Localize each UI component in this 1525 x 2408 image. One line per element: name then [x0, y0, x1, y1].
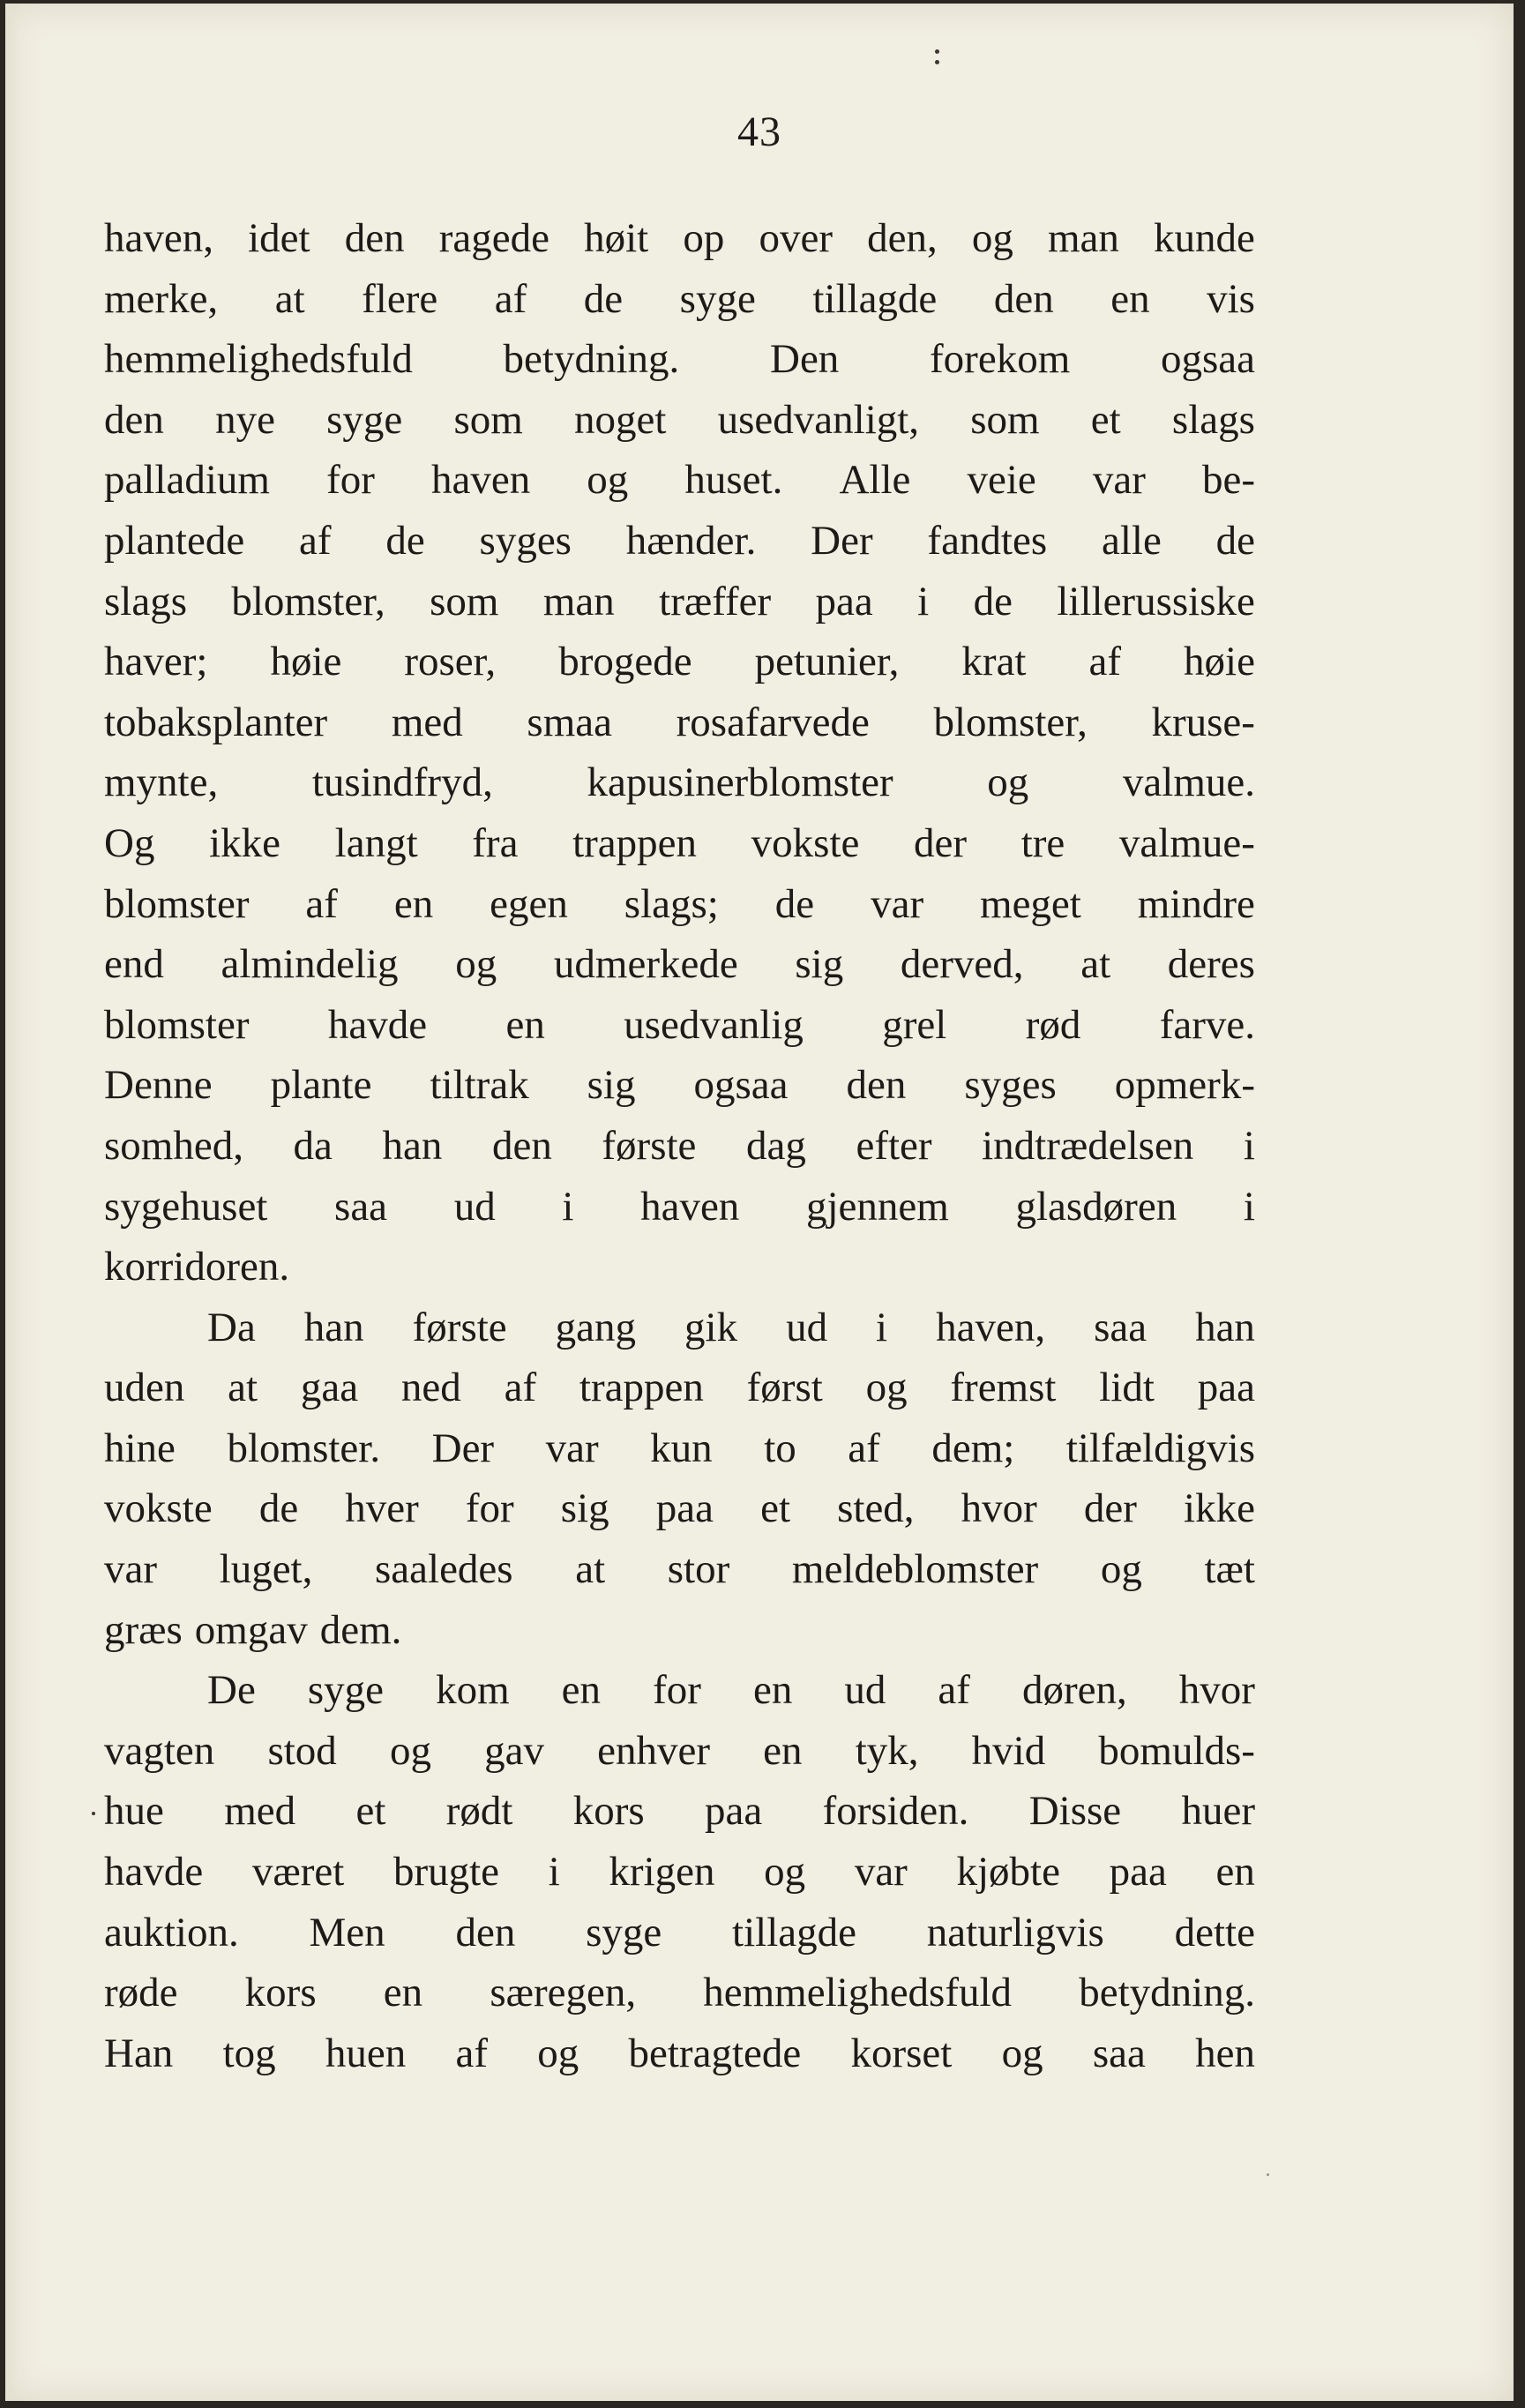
word: Den [770, 336, 840, 383]
word: haver; [104, 639, 208, 685]
word: blomster [104, 880, 250, 927]
text-line [104, 1721, 1255, 1782]
word: Og [104, 819, 155, 866]
word: blomster, [231, 578, 385, 624]
word: sig [560, 1485, 609, 1532]
word: farve. [1159, 1001, 1255, 1048]
word: trappen [579, 1365, 704, 1411]
word: meldeblomster [791, 1546, 1039, 1593]
word: hvid [971, 1727, 1046, 1774]
word: tobaksplanter [104, 699, 328, 745]
word: omgav [194, 1606, 308, 1653]
word: brogede [558, 639, 692, 685]
word: vagten [104, 1727, 215, 1774]
word: sygehuset [104, 1183, 268, 1230]
word: og [389, 1727, 431, 1774]
word: man [1047, 215, 1119, 261]
word: blomster, [933, 699, 1088, 745]
text-line [104, 1297, 1255, 1358]
word: trappen [572, 819, 698, 866]
word: været [251, 1849, 345, 1896]
text-line [104, 390, 1255, 451]
word: rosafarvede [676, 699, 870, 745]
word: for [465, 1485, 514, 1532]
text-line [104, 692, 1255, 753]
word: i [562, 1183, 574, 1230]
word: kapusinerblomster [587, 759, 893, 806]
word: saa [334, 1183, 388, 1230]
word: af [1088, 639, 1122, 685]
paper-speck [935, 60, 939, 64]
text-line [104, 813, 1255, 874]
word: plantede [104, 517, 245, 564]
word: ragede [438, 215, 549, 261]
word: af [494, 275, 527, 322]
word: for [653, 1667, 701, 1714]
word: kun [650, 1425, 713, 1471]
word: korridoren. [104, 1244, 290, 1290]
word: som [970, 396, 1040, 443]
word: tre [1020, 819, 1065, 866]
word: nye [215, 396, 275, 443]
word: to [764, 1425, 796, 1471]
word: sig [795, 941, 844, 988]
word: syge [326, 396, 403, 443]
word: en [561, 1667, 602, 1714]
word: af [848, 1425, 880, 1471]
word: de [583, 275, 624, 322]
text-line [104, 2023, 1255, 2084]
word: mynte, [104, 759, 219, 806]
word: idet [248, 215, 310, 261]
word: han [1195, 1304, 1255, 1350]
word: syges [479, 517, 572, 564]
text-line [104, 1177, 1255, 1238]
word: i [876, 1304, 888, 1350]
text-line [104, 208, 1255, 269]
word: og [1100, 1546, 1142, 1593]
word: noget [574, 396, 667, 443]
word: haven [640, 1183, 740, 1230]
word: usedvanlig [624, 1001, 804, 1048]
page-number: 43 [737, 108, 781, 155]
word: gang [555, 1304, 637, 1350]
word: for [326, 457, 375, 504]
word: deres [1167, 941, 1255, 988]
word: palladium [104, 457, 270, 504]
paper-speck [1267, 2173, 1269, 2176]
word: bomulds- [1098, 1727, 1255, 1774]
word: høie [270, 639, 342, 685]
text-line [104, 1478, 1255, 1539]
word: af [305, 880, 338, 927]
word: først [746, 1365, 823, 1411]
word: lidt [1099, 1365, 1155, 1411]
word: i [1243, 1122, 1255, 1169]
word: brugte [392, 1849, 500, 1896]
word: luget, [219, 1546, 313, 1593]
word: et [355, 1788, 386, 1835]
word: merke, [104, 275, 219, 322]
text-line [104, 1055, 1255, 1116]
word: krigen [609, 1849, 715, 1896]
text-line [104, 934, 1255, 995]
word: somhed, [104, 1122, 243, 1169]
word: hemmelighedsfuld [104, 336, 413, 383]
word: kors [244, 1970, 317, 2016]
word: røde [104, 1970, 178, 2016]
word: fandtes [927, 517, 1048, 564]
word: tyk, [855, 1727, 919, 1774]
word: paa [815, 578, 873, 624]
word: en [393, 880, 434, 927]
word: og [987, 759, 1029, 806]
word: kunde [1154, 215, 1255, 261]
word: af [455, 2030, 489, 2076]
word: var [854, 1849, 908, 1896]
word: meget [980, 880, 1081, 927]
word: og [1001, 2030, 1043, 2076]
word: der [914, 819, 968, 866]
word: døren, [1021, 1667, 1127, 1714]
word: smaa [527, 699, 612, 745]
word: De [207, 1667, 256, 1714]
word: hvor [1178, 1667, 1255, 1714]
text-line [104, 1660, 1255, 1721]
text-line [104, 1418, 1255, 1479]
word: stod [267, 1727, 337, 1774]
word: dette [1174, 1909, 1255, 1956]
text-line [104, 752, 1255, 813]
text-line [104, 1116, 1255, 1177]
text-line [104, 1842, 1255, 1903]
word: ud [453, 1183, 496, 1230]
word: end [104, 941, 164, 988]
word: hver [345, 1485, 419, 1532]
text-line [104, 995, 1255, 1056]
word: en [1215, 1849, 1255, 1896]
page-edge-shadow [5, 4, 18, 2401]
word: veie [967, 457, 1036, 504]
word: haven, [104, 215, 213, 261]
word: huen [325, 2030, 407, 2076]
word: ud [786, 1304, 828, 1350]
word: og [865, 1365, 908, 1411]
word: Da [207, 1304, 256, 1350]
word: græs [104, 1606, 183, 1653]
text-line [104, 1600, 1255, 1661]
word: hænder. [625, 517, 757, 564]
word: den [993, 275, 1054, 322]
word: Han [104, 2030, 174, 2076]
word: paa [1109, 1849, 1167, 1896]
word: korset [850, 2030, 953, 2076]
word: tillagde [732, 1909, 857, 1956]
word: havde [104, 1849, 204, 1896]
body-text [104, 208, 1255, 2083]
word: saa [1092, 2030, 1146, 2076]
word: syges [964, 1062, 1057, 1109]
word: kom [436, 1667, 510, 1714]
word: en [1110, 275, 1150, 322]
word: syge [586, 1909, 662, 1956]
word: han [303, 1304, 364, 1350]
word: derved, [900, 941, 1024, 988]
word: kors [572, 1788, 645, 1835]
word: de [973, 578, 1013, 624]
text-line [104, 632, 1255, 692]
word: glasdøren [1015, 1183, 1177, 1230]
word: haven [430, 457, 531, 504]
word: hine [104, 1425, 176, 1471]
word: blomster [104, 1001, 250, 1048]
word: i [548, 1849, 560, 1896]
word: enhver [597, 1727, 711, 1774]
word: særegen, [490, 1970, 637, 2016]
word: petunier, [754, 639, 900, 685]
word: gik [684, 1304, 738, 1350]
word: sted, [837, 1485, 915, 1532]
word: tiltrak [430, 1062, 529, 1109]
word: gjennem [805, 1183, 949, 1230]
word: rød [1025, 1001, 1081, 1048]
word: den [455, 1909, 516, 1956]
word: var [1092, 457, 1146, 504]
word: syge [679, 275, 756, 322]
word: en [505, 1001, 545, 1048]
word: han [382, 1122, 443, 1169]
word: af [938, 1667, 970, 1714]
word: fremst [950, 1365, 1057, 1411]
word: Denne [104, 1062, 213, 1109]
word: alle [1101, 517, 1162, 564]
word: tillagde [812, 275, 938, 322]
word: en [752, 1667, 793, 1714]
word: første [602, 1122, 697, 1169]
word: at [575, 1546, 606, 1593]
word: Disse [1028, 1788, 1122, 1835]
word: paa [705, 1788, 763, 1835]
word: ikke [1184, 1485, 1255, 1532]
word: i [917, 578, 930, 624]
word: udmerkede [553, 941, 738, 988]
word: indtrædelsen [982, 1122, 1194, 1169]
text-line [104, 1357, 1255, 1418]
word: et [1090, 396, 1121, 443]
word: forekom [930, 336, 1071, 383]
word: i [1243, 1183, 1255, 1230]
word: de [385, 517, 425, 564]
word: gaa [300, 1365, 359, 1411]
text-line [104, 1903, 1255, 1963]
word: og [537, 2030, 579, 2076]
word: saa [1094, 1304, 1147, 1350]
paper-speck [92, 1812, 95, 1815]
word: be- [1201, 457, 1255, 504]
word: slags [1171, 396, 1255, 443]
word: af [504, 1365, 537, 1411]
word: sig [587, 1062, 636, 1109]
word: med [224, 1788, 296, 1835]
text-line [104, 874, 1255, 935]
word: almindelig [221, 941, 399, 988]
word: vokste [104, 1485, 213, 1532]
word: gav [484, 1727, 544, 1774]
word: havde [327, 1001, 428, 1048]
word: et [760, 1485, 790, 1532]
text-line [104, 269, 1255, 330]
text-line [104, 1781, 1255, 1842]
word: de [774, 880, 815, 927]
word: valmue- [1118, 819, 1255, 866]
word: auktion. [104, 1909, 239, 1956]
word: og [764, 1849, 806, 1896]
word: krat [961, 639, 1027, 685]
word: de [258, 1485, 299, 1532]
word: som [430, 578, 499, 624]
word: træffer [659, 578, 772, 624]
text-line [104, 1963, 1255, 2023]
word: den, [867, 215, 938, 261]
word: at [228, 1365, 258, 1411]
text-line [104, 450, 1255, 511]
paper-speck [935, 49, 939, 54]
word: mindre [1137, 880, 1255, 927]
word: betragtede [628, 2030, 802, 2076]
word: haven, [936, 1304, 1046, 1350]
word: usedvanligt, [717, 396, 920, 443]
word: tusindfryd, [311, 759, 493, 806]
word: var [104, 1546, 158, 1593]
word: Alle [839, 457, 911, 504]
word: langt [334, 819, 418, 866]
word: med [391, 699, 463, 745]
word: hue [104, 1788, 164, 1835]
word: og [455, 941, 497, 988]
word: en [763, 1727, 803, 1774]
word: slags; [624, 880, 719, 927]
word: stor [667, 1546, 730, 1593]
word: ud [844, 1667, 886, 1714]
word: slags [104, 578, 187, 624]
word: plante [270, 1062, 372, 1109]
word: vokste [751, 819, 860, 866]
word: Der [811, 517, 873, 564]
word: første [412, 1304, 507, 1350]
word: der [1083, 1485, 1137, 1532]
word: de [1215, 517, 1255, 564]
word: paa [655, 1485, 714, 1532]
word: betydning. [503, 336, 680, 383]
word: grel [882, 1001, 947, 1048]
word: roser, [404, 639, 497, 685]
word: blomster. [227, 1425, 381, 1471]
word: paa [1197, 1365, 1255, 1411]
word: var [871, 880, 924, 927]
book-page [5, 4, 1514, 2401]
word: hen [1195, 2030, 1255, 2076]
word: huer [1181, 1788, 1255, 1835]
word: huset. [684, 457, 783, 504]
word: og [587, 457, 629, 504]
word: dag [746, 1122, 806, 1169]
word: lillerussiske [1057, 578, 1255, 624]
word: at [274, 275, 305, 322]
word: høit [584, 215, 649, 261]
text-line [104, 572, 1255, 632]
word: en [383, 1970, 423, 2016]
word: kruse- [1151, 699, 1255, 745]
text-line [104, 511, 1255, 572]
word: da [293, 1122, 333, 1169]
word: Der [431, 1425, 495, 1471]
word: efter [856, 1122, 932, 1169]
word: af [299, 517, 332, 564]
word: vis [1207, 275, 1255, 322]
text-line [104, 1539, 1255, 1600]
word: dem. [319, 1606, 402, 1653]
word: betydning. [1079, 1970, 1255, 2016]
word: tog [222, 2030, 276, 2076]
word: hvor [961, 1485, 1037, 1532]
text-line [104, 329, 1255, 390]
word: egen [490, 880, 568, 927]
word: op [683, 215, 725, 261]
word: tilfældigvis [1065, 1425, 1255, 1471]
word: den [104, 396, 164, 443]
word: uden [104, 1365, 185, 1411]
word: forsiden. [822, 1788, 969, 1835]
word: ogsaa [693, 1062, 789, 1109]
word: kjøbte [956, 1849, 1060, 1896]
word: valmue. [1122, 759, 1255, 806]
word: tæt [1204, 1546, 1255, 1593]
word: den [846, 1062, 907, 1109]
word: at [1080, 941, 1111, 988]
word: hemmelighedsfuld [703, 1970, 1013, 2016]
word: ikke [209, 819, 281, 866]
word: fra [472, 819, 519, 866]
word: den [491, 1122, 552, 1169]
word: den [344, 215, 405, 261]
word: og [971, 215, 1013, 261]
word: var [545, 1425, 599, 1471]
text-line [104, 1237, 1255, 1297]
word: over [759, 215, 833, 261]
word: dem; [931, 1425, 1015, 1471]
word: Men [309, 1909, 385, 1956]
word: saaledes [375, 1546, 513, 1593]
word: som [453, 396, 523, 443]
word: syge [307, 1667, 385, 1714]
word: naturligvis [926, 1909, 1104, 1956]
word: ned [400, 1365, 461, 1411]
word: rødt [445, 1788, 513, 1835]
word: flere [362, 275, 438, 322]
word: opmerk- [1114, 1062, 1255, 1109]
word: ogsaa [1160, 336, 1255, 383]
word: man [542, 578, 615, 624]
word: høie [1184, 639, 1255, 685]
